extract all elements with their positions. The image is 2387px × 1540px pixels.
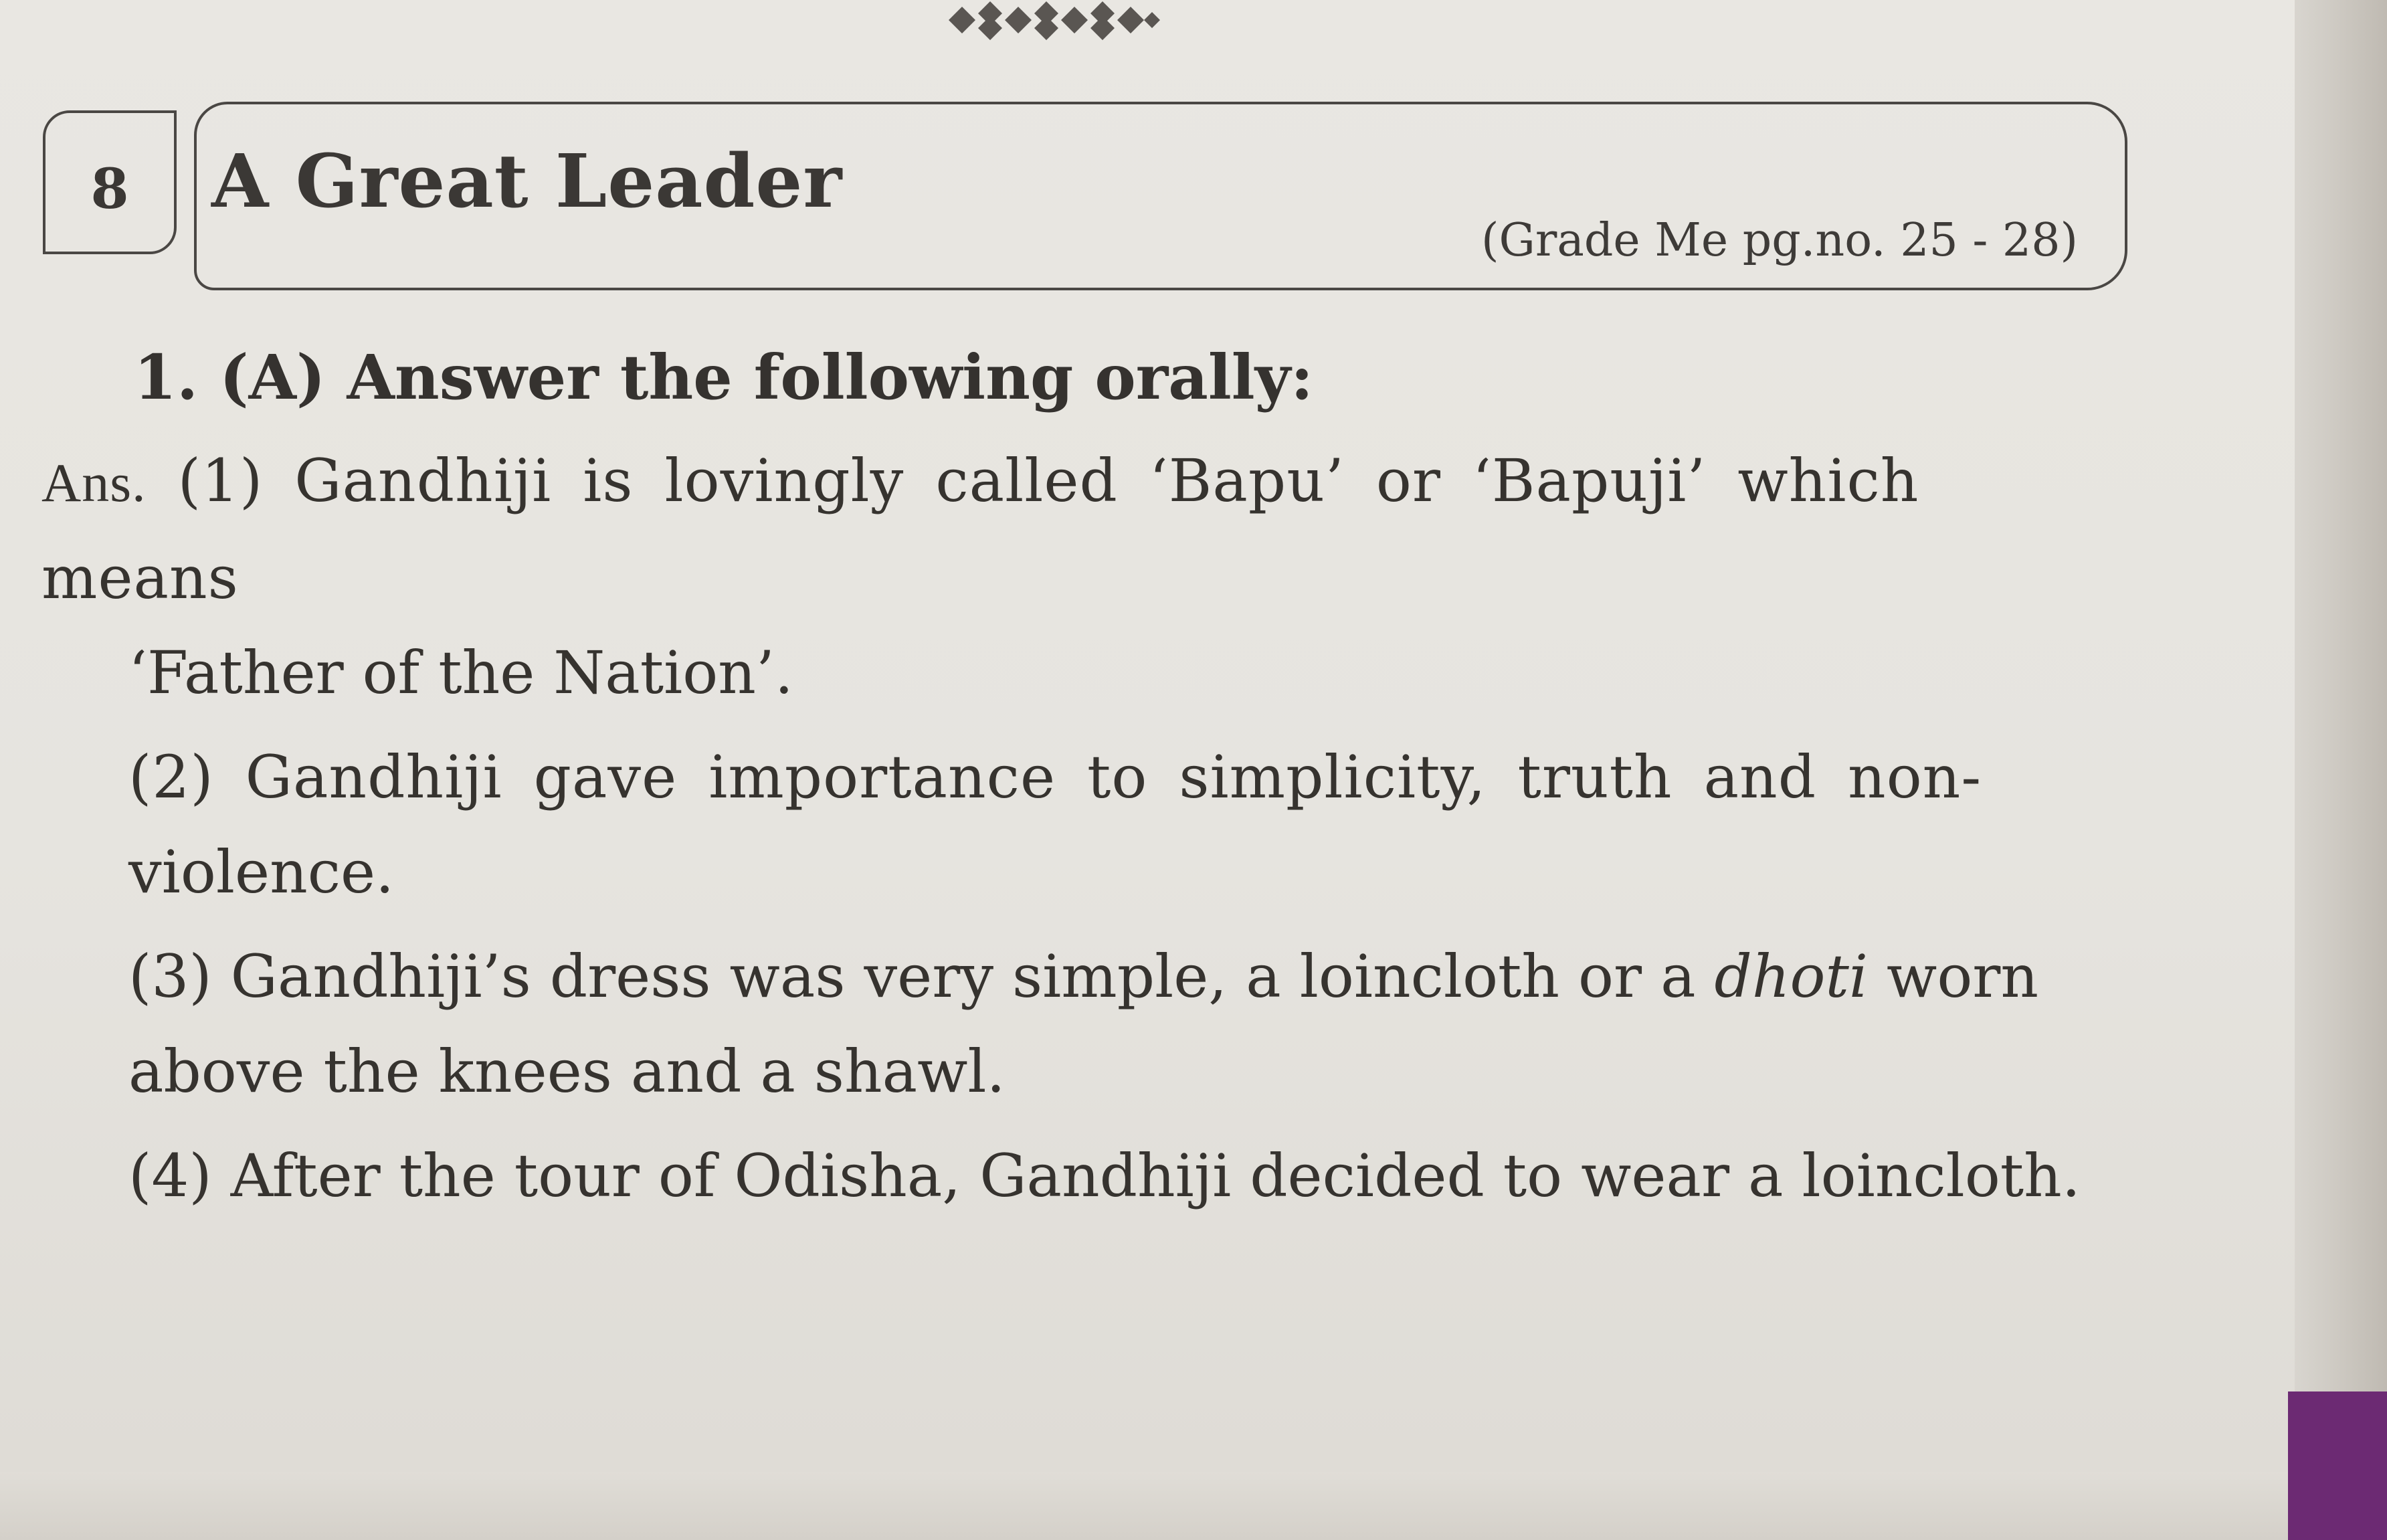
answer-2-number: (2)	[128, 743, 214, 811]
answer-1-text: Gandhiji is lovingly called ‘Bapu’ or ‘Bapuji’ which means	[41, 446, 1919, 612]
answer-1-line-1	[41, 434, 2122, 625]
answer-3-line-2: above the knees and a shawl.	[128, 1037, 1006, 1106]
answer-3-line-1	[41, 929, 2122, 1024]
answer-3-text-after: worn	[1868, 942, 2039, 1011]
answer-2-line-2: violence.	[128, 838, 395, 906]
cover-edge	[2288, 1391, 2387, 1540]
diamond-ornament-icon	[949, 0, 1163, 40]
answer-1-number: (1)	[177, 446, 264, 515]
answer-3-number: (3)	[128, 942, 212, 1011]
answer-4-number: (4)	[128, 1141, 212, 1210]
chapter-number-box	[43, 110, 177, 254]
answer-1-line-2: ‘Father of the Nation’.	[128, 638, 793, 707]
chapter-number: 8	[90, 157, 129, 221]
question-heading: 1. (A) Answer the following orally:	[134, 341, 1314, 413]
answer-3-text-italic: dhoti	[1714, 942, 1869, 1011]
answer-3-text-before: Gandhiji’s dress was very simple, a loincloth or a	[230, 942, 1715, 1011]
answer-list	[41, 434, 2122, 1224]
answer-4-line-1	[41, 1129, 2122, 1224]
answer-2-line-1	[41, 730, 2122, 825]
answer-4-text: After the tour of Odisha, Gandhiji decided to wear a loincloth.	[230, 1141, 2081, 1210]
page-reference: (Grade Me pg.no. 25 - 28)	[1481, 214, 2078, 267]
page-edge	[2295, 0, 2387, 1540]
page-bottom-shade	[0, 1472, 2301, 1540]
chapter-title: A Great Leader	[211, 138, 843, 224]
answer-2-text: Gandhiji gave importance to simplicity, truth and non-	[245, 743, 1982, 811]
chapter-title-box	[194, 102, 2127, 290]
answer-label: Ans.	[41, 452, 147, 513]
